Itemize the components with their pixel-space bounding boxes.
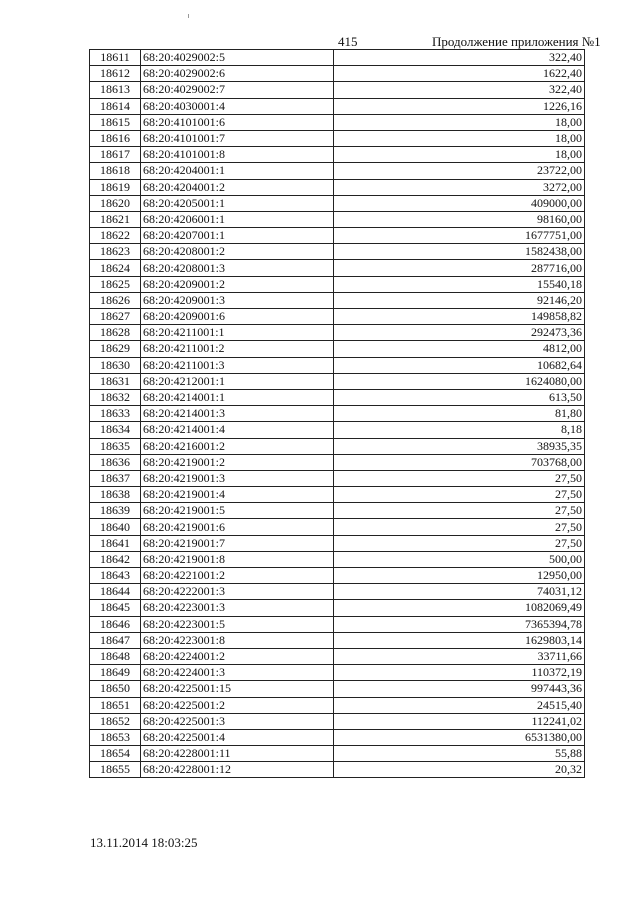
table-row xyxy=(90,535,585,551)
cadastral-number-cell: 68:20:4214001:1 xyxy=(141,389,334,405)
cadastral-value-cell: 1582438,00 xyxy=(334,244,585,260)
row-number-cell: 18624 xyxy=(90,260,141,276)
table-row xyxy=(90,632,585,648)
row-number-cell: 18643 xyxy=(90,568,141,584)
cadastral-number-cell: 68:20:4209001:6 xyxy=(141,309,334,325)
cadastral-value-cell: 27,50 xyxy=(334,487,585,503)
table-row xyxy=(90,292,585,308)
cadastral-value-cell: 38935,35 xyxy=(334,438,585,454)
table-row xyxy=(90,762,585,778)
table-row xyxy=(90,746,585,762)
cadastral-value-cell: 27,50 xyxy=(334,519,585,535)
row-number-cell: 18614 xyxy=(90,98,141,114)
cadastral-number-cell: 68:20:4030001:4 xyxy=(141,98,334,114)
row-number-cell: 18655 xyxy=(90,762,141,778)
table-row xyxy=(90,195,585,211)
table-row xyxy=(90,487,585,503)
cadastral-value-cell: 20,32 xyxy=(334,762,585,778)
cadastral-value-cell: 322,40 xyxy=(334,82,585,98)
cadastral-number-cell: 68:20:4209001:2 xyxy=(141,276,334,292)
cadastral-value-cell: 33711,66 xyxy=(334,648,585,664)
row-number-cell: 18621 xyxy=(90,211,141,227)
cadastral-number-cell: 68:20:4219001:7 xyxy=(141,535,334,551)
cadastral-value-cell: 1082069,49 xyxy=(334,600,585,616)
cadastral-number-cell: 68:20:4208001:3 xyxy=(141,260,334,276)
table-row xyxy=(90,616,585,632)
cadastral-value-cell: 18,00 xyxy=(334,114,585,130)
cadastral-number-cell: 68:20:4214001:3 xyxy=(141,406,334,422)
appendix-title: Продолжение приложения №1 xyxy=(432,34,601,49)
cadastral-number-cell: 68:20:4221001:2 xyxy=(141,568,334,584)
cadastral-value-cell: 3272,00 xyxy=(334,179,585,195)
cadastral-number-cell: 68:20:4211001:2 xyxy=(141,341,334,357)
table-row xyxy=(90,357,585,373)
cadastral-number-cell: 68:20:4212001:1 xyxy=(141,373,334,389)
cadastral-number-cell: 68:20:4206001:1 xyxy=(141,211,334,227)
cadastral-number-cell: 68:20:4225001:15 xyxy=(141,681,334,697)
cadastral-number-cell: 68:20:4223001:3 xyxy=(141,600,334,616)
row-number-cell: 18653 xyxy=(90,729,141,745)
scan-mark xyxy=(188,14,189,18)
cadastral-value-cell: 1629803,14 xyxy=(334,632,585,648)
cadastral-value-cell: 613,50 xyxy=(334,389,585,405)
row-number-cell: 18616 xyxy=(90,130,141,146)
cadastral-value-cell: 12950,00 xyxy=(334,568,585,584)
row-number-cell: 18617 xyxy=(90,147,141,163)
row-number-cell: 18636 xyxy=(90,454,141,470)
cadastral-number-cell: 68:20:4225001:3 xyxy=(141,713,334,729)
cadastral-number-cell: 68:20:4204001:2 xyxy=(141,179,334,195)
cadastral-number-cell: 68:20:4208001:2 xyxy=(141,244,334,260)
table-row xyxy=(90,422,585,438)
cadastral-value-cell: 112241,02 xyxy=(334,713,585,729)
row-number-cell: 18634 xyxy=(90,422,141,438)
cadastral-number-cell: 68:20:4219001:3 xyxy=(141,470,334,486)
row-number-cell: 18638 xyxy=(90,487,141,503)
row-number-cell: 18646 xyxy=(90,616,141,632)
registry-table xyxy=(89,49,585,778)
cadastral-value-cell: 27,50 xyxy=(334,503,585,519)
row-number-cell: 18622 xyxy=(90,228,141,244)
table-row xyxy=(90,341,585,357)
cadastral-number-cell: 68:20:4209001:3 xyxy=(141,292,334,308)
table-row xyxy=(90,681,585,697)
cadastral-value-cell: 997443,36 xyxy=(334,681,585,697)
row-number-cell: 18641 xyxy=(90,535,141,551)
cadastral-number-cell: 68:20:4211001:1 xyxy=(141,325,334,341)
row-number-cell: 18618 xyxy=(90,163,141,179)
cadastral-number-cell: 68:20:4219001:2 xyxy=(141,454,334,470)
row-number-cell: 18650 xyxy=(90,681,141,697)
row-number-cell: 18628 xyxy=(90,325,141,341)
row-number-cell: 18651 xyxy=(90,697,141,713)
cadastral-number-cell: 68:20:4228001:11 xyxy=(141,746,334,762)
row-number-cell: 18631 xyxy=(90,373,141,389)
cadastral-number-cell: 68:20:4223001:8 xyxy=(141,632,334,648)
table-row xyxy=(90,406,585,422)
cadastral-number-cell: 68:20:4228001:12 xyxy=(141,762,334,778)
cadastral-value-cell: 409000,00 xyxy=(334,195,585,211)
row-number-cell: 18632 xyxy=(90,389,141,405)
cadastral-value-cell: 500,00 xyxy=(334,551,585,567)
table-row xyxy=(90,551,585,567)
row-number-cell: 18630 xyxy=(90,357,141,373)
row-number-cell: 18629 xyxy=(90,341,141,357)
cadastral-number-cell: 68:20:4224001:3 xyxy=(141,665,334,681)
cadastral-value-cell: 110372,19 xyxy=(334,665,585,681)
cadastral-value-cell: 703768,00 xyxy=(334,454,585,470)
table-row xyxy=(90,66,585,82)
cadastral-value-cell: 98160,00 xyxy=(334,211,585,227)
table-row xyxy=(90,454,585,470)
cadastral-number-cell: 68:20:4223001:5 xyxy=(141,616,334,632)
table-row xyxy=(90,147,585,163)
cadastral-value-cell: 81,80 xyxy=(334,406,585,422)
row-number-cell: 18613 xyxy=(90,82,141,98)
cadastral-number-cell: 68:20:4216001:2 xyxy=(141,438,334,454)
cadastral-number-cell: 68:20:4225001:2 xyxy=(141,697,334,713)
cadastral-value-cell: 1677751,00 xyxy=(334,228,585,244)
table-row xyxy=(90,713,585,729)
table-row xyxy=(90,244,585,260)
table-row xyxy=(90,50,585,66)
table-row xyxy=(90,519,585,535)
row-number-cell: 18625 xyxy=(90,276,141,292)
row-number-cell: 18612 xyxy=(90,66,141,82)
table-row xyxy=(90,325,585,341)
row-number-cell: 18619 xyxy=(90,179,141,195)
row-number-cell: 18633 xyxy=(90,406,141,422)
row-number-cell: 18647 xyxy=(90,632,141,648)
row-number-cell: 18635 xyxy=(90,438,141,454)
cadastral-number-cell: 68:20:4219001:4 xyxy=(141,487,334,503)
row-number-cell: 18649 xyxy=(90,665,141,681)
cadastral-value-cell: 1226,16 xyxy=(334,98,585,114)
table-row xyxy=(90,438,585,454)
table-row xyxy=(90,373,585,389)
cadastral-number-cell: 68:20:4214001:4 xyxy=(141,422,334,438)
table-row xyxy=(90,665,585,681)
cadastral-number-cell: 68:20:4219001:8 xyxy=(141,551,334,567)
row-number-cell: 18623 xyxy=(90,244,141,260)
cadastral-value-cell: 10682,64 xyxy=(334,357,585,373)
row-number-cell: 18645 xyxy=(90,600,141,616)
row-number-cell: 18620 xyxy=(90,195,141,211)
registry-table-body xyxy=(90,50,585,778)
cadastral-number-cell: 68:20:4224001:2 xyxy=(141,648,334,664)
cadastral-value-cell: 8,18 xyxy=(334,422,585,438)
row-number-cell: 18652 xyxy=(90,713,141,729)
cadastral-number-cell: 68:20:4211001:3 xyxy=(141,357,334,373)
row-number-cell: 18637 xyxy=(90,470,141,486)
row-number-cell: 18642 xyxy=(90,551,141,567)
row-number-cell: 18648 xyxy=(90,648,141,664)
print-timestamp: 13.11.2014 18:03:25 xyxy=(90,835,198,850)
cadastral-number-cell: 68:20:4029002:6 xyxy=(141,66,334,82)
row-number-cell: 18640 xyxy=(90,519,141,535)
cadastral-value-cell: 18,00 xyxy=(334,130,585,146)
table-row xyxy=(90,179,585,195)
table-row xyxy=(90,114,585,130)
table-row xyxy=(90,600,585,616)
cadastral-value-cell: 1622,40 xyxy=(334,66,585,82)
cadastral-number-cell: 68:20:4207001:1 xyxy=(141,228,334,244)
cadastral-value-cell: 292473,36 xyxy=(334,325,585,341)
table-row xyxy=(90,211,585,227)
cadastral-number-cell: 68:20:4029002:7 xyxy=(141,82,334,98)
table-row xyxy=(90,260,585,276)
cadastral-number-cell: 68:20:4204001:1 xyxy=(141,163,334,179)
cadastral-value-cell: 149858,82 xyxy=(334,309,585,325)
row-number-cell: 18611 xyxy=(90,50,141,66)
cadastral-value-cell: 7365394,78 xyxy=(334,616,585,632)
cadastral-value-cell: 6531380,00 xyxy=(334,729,585,745)
cadastral-value-cell: 92146,20 xyxy=(334,292,585,308)
cadastral-value-cell: 27,50 xyxy=(334,535,585,551)
cadastral-value-cell: 23722,00 xyxy=(334,163,585,179)
table-row xyxy=(90,163,585,179)
row-number-cell: 18644 xyxy=(90,584,141,600)
cadastral-value-cell: 322,40 xyxy=(334,50,585,66)
cadastral-number-cell: 68:20:4219001:6 xyxy=(141,519,334,535)
cadastral-number-cell: 68:20:4101001:8 xyxy=(141,147,334,163)
cadastral-number-cell: 68:20:4225001:4 xyxy=(141,729,334,745)
cadastral-number-cell: 68:20:4205001:1 xyxy=(141,195,334,211)
table-row xyxy=(90,648,585,664)
table-row xyxy=(90,697,585,713)
table-row xyxy=(90,228,585,244)
cadastral-value-cell: 15540,18 xyxy=(334,276,585,292)
cadastral-value-cell: 1624080,00 xyxy=(334,373,585,389)
cadastral-value-cell: 55,88 xyxy=(334,746,585,762)
page-number: 415 xyxy=(338,34,358,49)
row-number-cell: 18615 xyxy=(90,114,141,130)
cadastral-value-cell: 4812,00 xyxy=(334,341,585,357)
table-row xyxy=(90,130,585,146)
table-row xyxy=(90,309,585,325)
row-number-cell: 18639 xyxy=(90,503,141,519)
table-row xyxy=(90,276,585,292)
table-row xyxy=(90,82,585,98)
cadastral-number-cell: 68:20:4222001:3 xyxy=(141,584,334,600)
row-number-cell: 18627 xyxy=(90,309,141,325)
cadastral-number-cell: 68:20:4219001:5 xyxy=(141,503,334,519)
cadastral-number-cell: 68:20:4029002:5 xyxy=(141,50,334,66)
table-row xyxy=(90,729,585,745)
cadastral-value-cell: 27,50 xyxy=(334,470,585,486)
row-number-cell: 18626 xyxy=(90,292,141,308)
cadastral-value-cell: 24515,40 xyxy=(334,697,585,713)
cadastral-value-cell: 18,00 xyxy=(334,147,585,163)
cadastral-number-cell: 68:20:4101001:6 xyxy=(141,114,334,130)
cadastral-number-cell: 68:20:4101001:7 xyxy=(141,130,334,146)
table-row xyxy=(90,584,585,600)
table-row xyxy=(90,503,585,519)
cadastral-value-cell: 287716,00 xyxy=(334,260,585,276)
table-row xyxy=(90,389,585,405)
table-row xyxy=(90,470,585,486)
cadastral-value-cell: 74031,12 xyxy=(334,584,585,600)
table-row xyxy=(90,568,585,584)
table-row xyxy=(90,98,585,114)
row-number-cell: 18654 xyxy=(90,746,141,762)
